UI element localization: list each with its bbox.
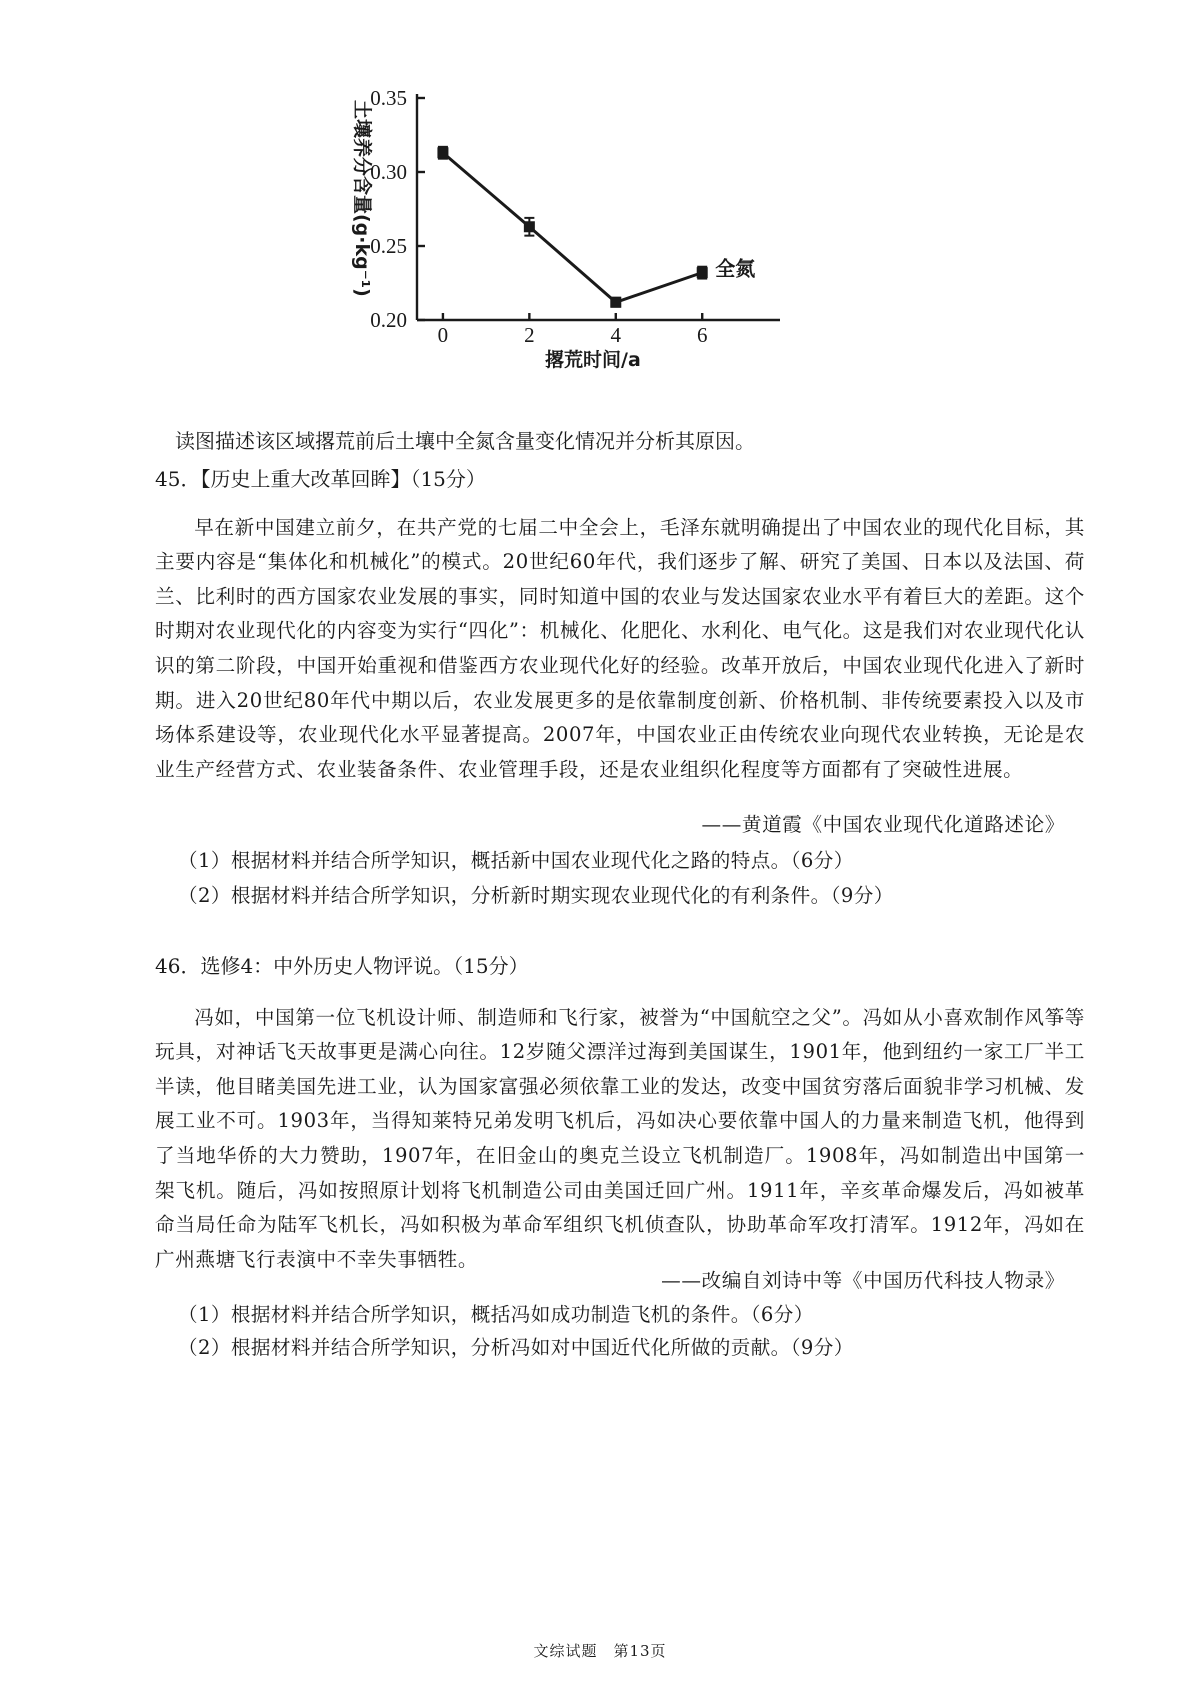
question-46-sub1: （1）根据材料并结合所学知识，概括冯如成功制造飞机的条件。（6分） bbox=[178, 1303, 814, 1326]
question-45-source: ——黄道霞《中国农业现代化道路述论》 bbox=[701, 813, 1065, 836]
data-point bbox=[610, 297, 621, 308]
x-tick-label: 0 bbox=[437, 323, 449, 347]
page-footer: 文综试题 第13页 bbox=[533, 1642, 667, 1660]
x-tick-label: 2 bbox=[524, 323, 535, 347]
series-line-total-nitrogen bbox=[443, 153, 702, 302]
question-46-material: 冯如，中国第一位飞机设计师、制造师和飞行家，被誉为“中国航空之父”。冯如从小喜欢制作风筝等玩具，对神话飞天故事更是满心向往。12岁随父漂洋过海到美国谋生，1901年，他到纽约一家工厂半工半读，他目睹美国先进工业，认为国家富强必须依靠工业的发达，改变中国贫穷落后面貌非学习机械、发展工业不可。1903年，当得知莱特兄弟发明飞机后，冯如决心要依靠中国人的力量来制造飞机，他得到了当地华侨的大力赞助，1907年，在旧金山的奥克兰设立飞机制造厂。1908年，冯如制造出中国第一架飞机。随后，冯如按照原计划将飞机制造公司由美国迁回广州。1911年，辛亥革命爆发后，冯如被革命当局任命为陆军飞机长，冯如积极为革命军组织飞机侦查队，协助革命军攻打清军。1912年，冯如在广州燕塘飞行表演中不幸失事牺牲。 bbox=[155, 1005, 1085, 1271]
question-46-sub2: （2）根据材料并结合所学知识，分析冯如对中国近代化所做的贡献。（9分） bbox=[178, 1336, 854, 1359]
y-tick-label: 0.20 bbox=[370, 308, 407, 332]
data-point bbox=[437, 147, 448, 158]
x-tick-label: 6 bbox=[696, 323, 708, 347]
question-45-material: 早在新中国建立前夕，在共产党的七届二中全会上，毛泽东就明确提出了中国农业的现代化目标，其主要内容是“集体化和机械化”的模式。20世纪60年代，我们逐步了解、研究了美国、日本以及法国、荷兰、比利时的西方国家农业发展的事实，同时知道中国的农业与发达国家农业水平有着巨大的差距。这个时期对农业现代化的内容变为实行“四化”：机械化、化肥化、水利化、电气化。这是我们对农业现代化认识的第二阶段，中国开始重视和借鉴西方农业现代化好的经验。改革开放后，中国农业现代化进入了新时期。进入20世纪80年代中期以后，农业发展更多的是依靠制度创新、价格机制、非传统要素投入以及市场体系建设等，农业现代化水平显著提高。2007年，中国农业正由传统农业向现代农业转换，无论是农业生产经营方式、农业装备条件、农业管理手段，还是农业组织化程度等方面都有了突破性进展。 bbox=[155, 515, 1085, 781]
y-tick-label: 0.25 bbox=[370, 234, 407, 258]
data-point bbox=[524, 221, 535, 232]
question-46-heading: 46．选修4：中外历史人物评说。（15分） bbox=[155, 954, 529, 978]
x-axis-label: 撂荒时间/a bbox=[545, 349, 641, 371]
data-point bbox=[697, 267, 708, 278]
series-label: 全氮 bbox=[715, 256, 756, 281]
x-tick-label: 4 bbox=[610, 323, 622, 347]
question-45-sub1: （1）根据材料并结合所学知识，概括新中国农业现代化之路的特点。（6分） bbox=[178, 849, 854, 872]
question-46-source: ——改编自刘诗中等《中国历代科技人物录》 bbox=[661, 1269, 1065, 1292]
question-44-prompt: 读图描述该区域撂荒前后土壤中全氮含量变化情况并分析其原因。 bbox=[175, 429, 755, 453]
question-45-sub2: （2）根据材料并结合所学知识，分析新时期实现农业现代化的有利条件。（9分） bbox=[178, 884, 894, 907]
y-axis-label: 土壤养分含量(g·kg⁻¹) bbox=[351, 100, 373, 297]
question-45-heading: 45．【历史上重大改革回眸】（15分） bbox=[155, 467, 486, 491]
y-tick-label: 0.35 bbox=[370, 86, 407, 110]
y-tick-label: 0.30 bbox=[370, 160, 407, 184]
chart-svg bbox=[340, 80, 860, 410]
nitrogen-chart bbox=[340, 80, 860, 410]
